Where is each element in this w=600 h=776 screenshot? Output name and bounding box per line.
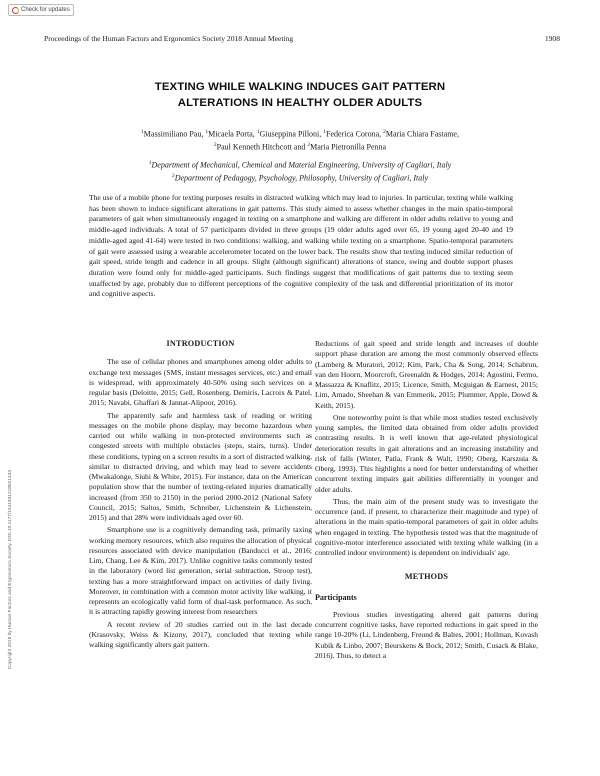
running-head xyxy=(44,34,560,43)
page-number: 1908 xyxy=(544,34,560,43)
author-pau: Massimiliano Pau, xyxy=(143,129,206,139)
methods-paragraph-1: Previous studies investigating altered gait patterns during concurrent cognitive tasks, have reported reductions in gait speed in the range 10-20% (Li, Lindenberg, Freund & Baltes, 2001; Hollman, Kovash Kubik & Linbo, 2007; Beurskens & Bock, 2012; Smith, Cusack & Blake, 2016). Thus, to detect a xyxy=(315,609,538,660)
intro-paragraph-2: The apparently safe and harmless task of reading or writing messages on the mobile phone display, may become hazardous when carried out while walking in non-protected environments such as congested streets with multiple obstacles (steps, stairs, turns). Under these conditions, typing on a screen results in a sort of distracted walking, similar to distracted driving, and which may lead to severe accidents (Mwakalonge, Siuhi & White, 2015). For instance, data on the American population show that the number of texting-related injuries dramatically increased (from 350 to 2150) in the period 2000-2012 (National Safety Council, 2015; Saltos, Smith, Schreiber, Lichenstein & Lichenstein, 2015) and that 28% were individuals aged over 60. xyxy=(89,410,313,522)
copyright-side-note xyxy=(8,470,14,770)
author-penna: Maria Pietronilla Penna xyxy=(310,142,387,152)
author-pilloni: Giuseppina Pilloni, xyxy=(259,129,324,139)
left-column xyxy=(89,339,312,652)
intro-paragraph-6: One noteworthy point is that while most studies tested exclusively young samples, the limited data obtained from older adults provided contrasting results. It is well known that age-related physiological deterioration results in gait alterations and an increasing instability and risk of falls (Winter, Patla, Frank & Walt, 1990; Oberg, Karszнia & Oberg, 1993). This highlights a need for better understanding of whether concurrent texting impairs gait abilities differentially in younger and older adults. xyxy=(315,412,538,494)
right-column xyxy=(315,339,538,663)
author-line-1: $^1$Massimiliano Pau, $^1$Micaela Porta, $^1$Giuseppina Pilloni, $^1$Federica Corona, $^2$Maria Chiara Fastame, xyxy=(141,129,459,139)
abstract: The use of a mobile phone for texting purposes results in distracted walking which may lead to injuries. In particular, texting while walking has been shown to induce significant alterations in gait patterns. This study aimed to assess whether changes in the main spatio-temporal parameters of gait when simultaneously engaged in texting on a smartphone and walking are different in older adults relative to young and middle-aged individuals. A total of 57 participants divided in three groups (19 older adults aged over 65, 19 young aged 20-40 and 19 middle-aged aged 41-64) were tested in two conditions: walking, and walking while texting on a smartphone. Spatio-temporal parameters of gait were assessed using a wearable accelerometer located on the lower back. The results show that texting induced similar reduction of gait speed, stride length and cadence in all groups. Slight (although significant) alterations of stance, swing and double support phases duration were found only for middle-aged participants. Such findings suggest that modifications of gait patterns due to texting seem unaffected by age, probably due to different perceptions of the cognitive complexity of the task and differential prioritization of its motor and cognitive aspects. xyxy=(89,193,513,299)
intro-paragraph-5: Reductions of gait speed and stride length and increases of double support phase duration are among the most commonly observed effects (Lamberg & Muratori, 2012; Kim, Park, Cha & Song, 2014; Schabrun, van den Hoorn, Moorcroft, Greenaldn & Hodges, 2014; Agostini, Fermo, Massazza & Knaflitz, 2015; Licence, Smith, Mcguigan & Earnest, 2015; Lim, Amado, Sheehan & van Emmerik, 2015; Plummer, Apple, Dowd & Keith, 2015). xyxy=(315,339,538,410)
check-updates-label: Check for updates xyxy=(21,7,70,13)
paper-title xyxy=(60,80,540,111)
author-porta: Micaela Porta, xyxy=(208,129,257,139)
intro-paragraph-4: A recent review of 20 studies carried out in the last decade (Krasovsky, Weiss & Kizony, 2017), concluded that texting while walking significantly alters gait pattern. xyxy=(89,619,312,649)
title-line-1: TEXTING WHILE WALKING INDUCES GAIT PATTERN xyxy=(154,81,446,93)
introduction-heading: INTRODUCTION xyxy=(166,339,235,348)
author-hitchcott: Paul Kenneth Hitchcott and xyxy=(216,142,308,152)
check-for-updates-badge[interactable] xyxy=(8,4,74,16)
intro-paragraph-3: Smartphone use is a cognitively demanding task, primarily taxing working memory resources, which also requires the allocation of physical resources associated with device manipulation (Banducci et al., 2016; Lim, Chang, Lee & Kim, 2017). Unlike cognitive tasks commonly tested in the laboratory (word list generation, serial subtraction, Stroop test), texting has a more straightforward impact on activities of daily living. Moreover, in combination with a common motor activity like walking, it represents an ecologically valid form of dual-task performance. As such, it is attracting rapidly growing interest from researchers xyxy=(89,525,312,617)
author-corona: Federica Corona, xyxy=(326,129,384,139)
running-head-journal: Proceedings of the Human Factors and Ergonomics Society 2018 Annual Meeting xyxy=(44,34,294,43)
intro-paragraph-1: The use of cellular phones and smartphones among older adults to exchange text messages (SMS, instant messages services, etc.) and email is widespread, with approximately 40-50% using such services on a regular basis (Deloitte, 2015; Gell, Rosenberg, Demiris, Lacroix & Patel, 2015; Navabi, Ghaffari & Jannat-Alipoor, 2016). xyxy=(89,357,312,408)
copyright-text: Copyright 2018 by Human Factors and Ergonomics Society. DOI 10.1177/1541931218621433 xyxy=(8,470,13,670)
check-updates-icon xyxy=(12,7,19,14)
affiliations xyxy=(60,158,540,184)
title-line-2: ALTERATIONS IN HEALTHY OLDER ADULTS xyxy=(177,96,423,109)
affiliation-1: $^1$Department of Mechanical, Chemical and Material Engineering, University of Cagliari, Italy xyxy=(148,160,452,170)
participants-subheading: Participants xyxy=(315,592,357,602)
author-line-2: $^2$Paul Kenneth Hitchcott and $^2$Maria Pietronilla Penna xyxy=(213,142,387,152)
methods-heading: METHODS xyxy=(404,572,449,582)
author-list xyxy=(60,127,540,153)
author-fastame: Maria Chiara Fastame, xyxy=(385,129,459,139)
intro-paragraph-7: Thus, the main aim of the present study was to investigate the occurrence (and, if present, to characterize their magnitude and type) of alterations in the main spatio-temporal parameters of gait in older adults when engaged in texting. The hypothesis tested was that the magnitude of cognitive-motor interference associated with texting while walking (in a controlled indoor environment) is dependent on individuals' age. xyxy=(315,496,538,557)
affiliation-2: $^2$Department of Pedagogy, Psychology, Philosophy, University of Cagliari, Italy xyxy=(171,173,429,183)
